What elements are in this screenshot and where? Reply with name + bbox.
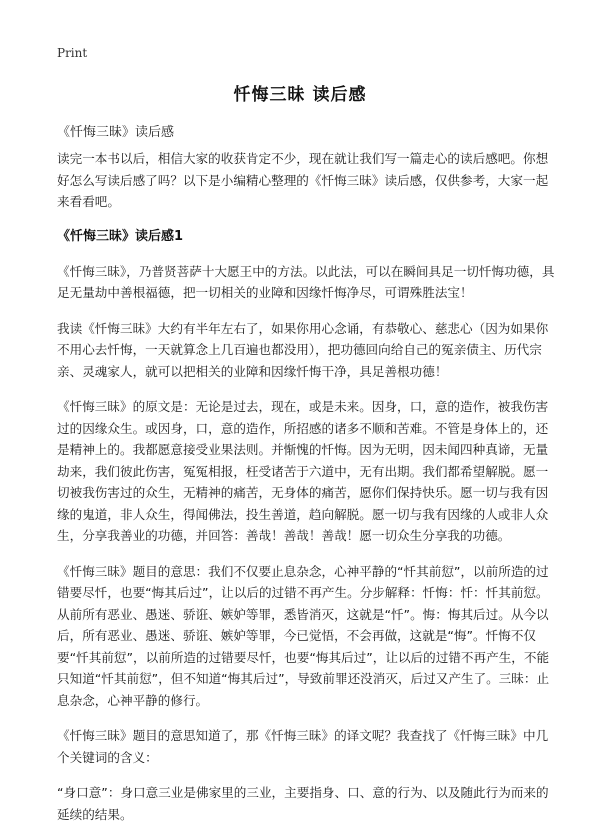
print-label: Print [57,46,88,60]
paragraph: “身口意”：身口意三业是佛家里的三业，主要指身、口、意的行为、以及随此行为而来的延续的结果。 [57,785,549,822]
page-subtitle: 《忏悔三昧》读后感 [57,125,175,140]
paragraph: 《忏悔三昧》，乃普贤菩萨十大愿王中的方法。以此法，可以在瞬间具足一切忏悔功德，具足无量劫中善根福德，把一切相关的业障和因缘忏悔净尽，可谓殊胜法宝！ [57,263,555,300]
paragraph: 我读《忏悔三昧》大约有半年左右了，如果你用心念诵，有恭敬心、慈悲心（因为如果你不用心去忏悔，一天就算念上几百遍也都没用），把功德回向给自己的冤亲债主、历代宗亲、灵魂家人，就可以把相关的业障和因缘忏悔干净，具足善根功德！ [57,320,549,379]
article-body [57,148,555,839]
section-heading: 《忏悔三昧》读后感1 [57,228,184,244]
intro-paragraph: 读完一本书以后，相信大家的收获肯定不少，现在就让我们写一篇走心的读后感吧。你想好怎么写读后感了吗？以下是小编精心整理的《忏悔三昧》读后感，仅供参考，大家一起来看看吧。 [57,151,549,209]
paragraph: 《忏悔三昧》的原文是：无论是过去，现在，或是未来。因身，口，意的造作，被我伤害过的因缘众生。或因身，口，意的造作，所招感的诸多不顺和苦难。不管是身体上的，还是精神上的。我都愿意接受业果法则。并惭愧的忏悔。因为无明，因未闻四种真谛，无量劫来，我们彼此伤害，冤冤相报，枉受诸苦于六道中，无有出期。我们都希望解脱。愿一切被我伤害过的众生，无精神的痛苦，无身体的痛苦，愿你们保持快乐。愿一切与我有因缘的鬼道，非人众生，得闻佛法，投生善道，趋向解脱。愿一切与我有因缘的人或非人众生，分享我善业的功德，并回答：善哉！善哉！善哉！愿一切众生分享我的功德。 [57,399,549,543]
page-title: 忏悔三昧 读后感 [233,85,367,105]
paragraph: 《忏悔三昧》题目的意思知道了，那《忏悔三昧》的译文呢？我查找了《忏悔三昧》中几个关键词的含义： [57,728,549,765]
paragraph: 《忏悔三昧》题目的意思：我们不仅要止息杂念，心神平静的“忏其前愆”，以前所造的过错要尽忏，也要“悔其后过”，让以后的过错不再产生。分步解释：忏悔：忏：忏其前愆。从前所有恶业、愚迷、骄诳、嫉妒等罪，悉皆消灭，这就是“忏”。悔：悔其后过。从今以后，所有恶业、愚迷、骄诳、嫉妒等罪，今已觉悟，不会再做，这就是“悔”。忏悔不仅要“忏其前愆”，以前所造的过错要尽忏，也要“悔其后过”，让以后的过错不再产生，不能只知道“忏其前愆”，但不知道“悔其后过”，导致前罪还没消灭，后过又产生了。三昧：止息杂念，心神平静的修行。 [57,563,550,708]
